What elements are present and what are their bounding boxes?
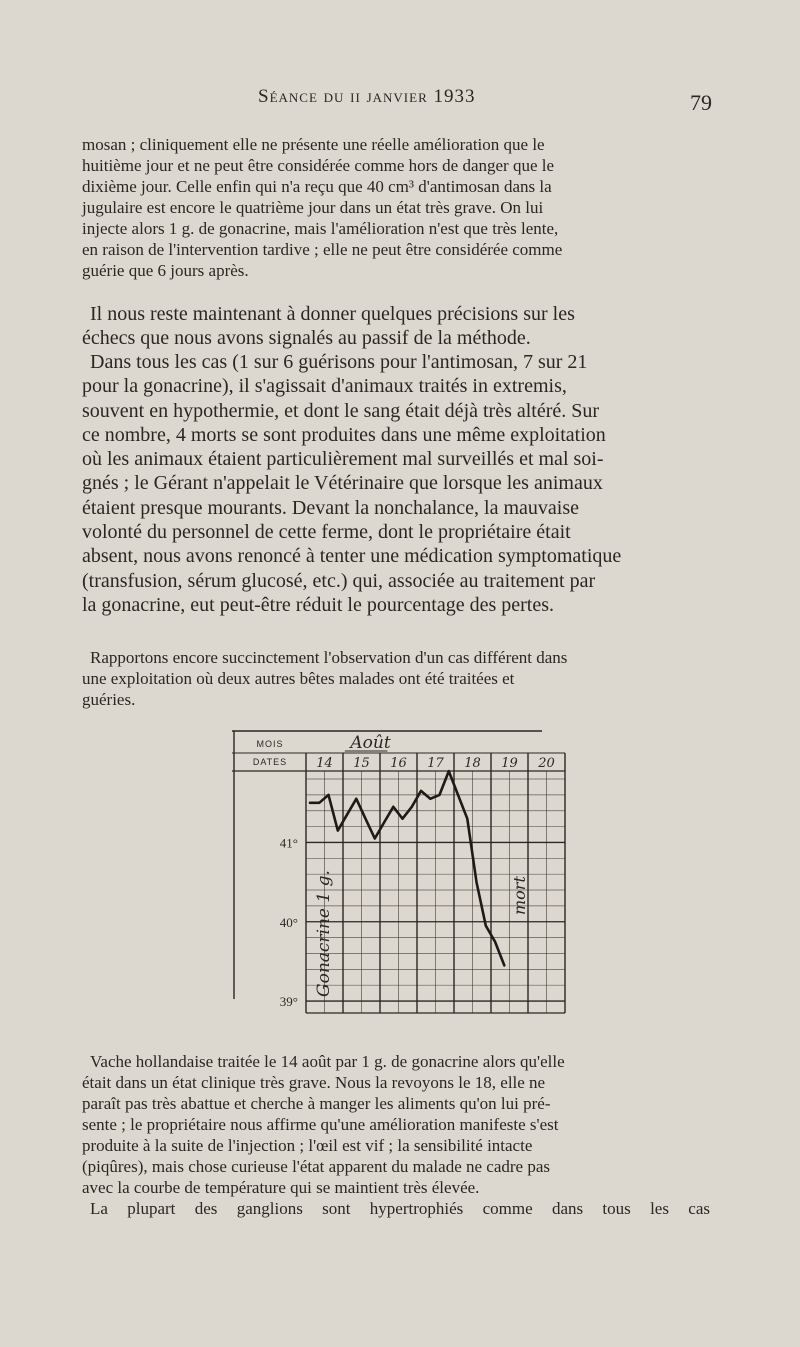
temperature-chart-svg: [230, 727, 555, 1017]
text-line: échecs que nous avons signalés au passif de la méthode.: [82, 327, 531, 350]
date-label: 15: [353, 756, 370, 771]
text-line: absent, nous avons renoncé à tenter une médication symptomatique: [82, 545, 622, 568]
text-line: guérie que 6 jours après.: [82, 261, 249, 280]
text-line: Vache hollandaise traitée le 14 août par 1 g. de gonacrine alors qu'elle: [90, 1052, 565, 1071]
text-line: guéries.: [82, 690, 136, 709]
paragraph-1: [82, 134, 710, 281]
month-label: Août: [350, 733, 391, 753]
text-line: souvent en hypothermie, et dont le sang était déjà très altéré. Sur: [82, 399, 600, 422]
date-label: 20: [538, 756, 555, 771]
temperature-point: [355, 798, 357, 800]
temperature-point: [485, 925, 487, 927]
temperature-point: [346, 814, 348, 816]
paragraph-3: [82, 350, 710, 617]
text-line: pour la gonacrine), il s'agissait d'animaux traités in extremis,: [82, 375, 567, 398]
text-line: une exploitation où deux autres bêtes malades ont été traitées et: [82, 669, 515, 688]
y-tick-label: 40°: [279, 914, 298, 930]
temperature-point: [466, 818, 468, 820]
temperature-point: [402, 818, 404, 820]
text-line: en raison de l'intervention tardive ; elle ne peut être considérée comme: [82, 240, 563, 259]
text-line: était dans un état clinique très grave. Nous la revoyons le 18, elle ne: [82, 1073, 546, 1092]
date-label: 16: [390, 756, 407, 771]
text-line: mosan ; cliniquement elle ne présente une réelle amélioration que le: [82, 135, 545, 154]
temperature-point: [457, 794, 459, 796]
outcome-annotation: mort: [510, 876, 530, 915]
y-tick-label: 41°: [279, 835, 298, 851]
text-line: la gonacrine, eut peut-être réduit le pourcentage des pertes.: [82, 593, 555, 616]
row-label-dates: DATES: [252, 757, 288, 767]
date-label: 17: [427, 756, 444, 771]
temperature-point: [503, 964, 505, 966]
temperature-point: [383, 822, 385, 824]
text-line: (piqûres), mais chose curieuse l'état apparent du malade ne cadre pas: [82, 1157, 550, 1176]
text-line: où les animaux étaient particulièrement mal surveillés et mal soi-: [82, 448, 604, 471]
text-line: sente ; le propriétaire nous affirme qu'une amélioration manifeste s'est: [82, 1115, 559, 1134]
paragraph-5: [82, 1051, 710, 1198]
date-label: 18: [464, 756, 481, 771]
text-line: volonté du personnel de cette ferme, dont le propriétaire était: [82, 521, 571, 544]
temperature-point: [309, 802, 311, 804]
text-line: paraît pas très abattue et cherche à manger les aliments qu'on lui pré-: [82, 1094, 551, 1113]
temperature-point: [448, 770, 450, 772]
temperature-point: [420, 790, 422, 792]
temperature-point: [429, 798, 431, 800]
temperature-point: [365, 818, 367, 820]
temperature-point: [476, 881, 478, 883]
temperature-point: [337, 830, 339, 832]
text-line: injecte alors 1 g. de gonacrine, mais l'amélioration n'est que très lente,: [82, 219, 559, 238]
text-line: produite à la suite de l'injection ; l'œil est vif ; la sensibilité intacte: [82, 1136, 533, 1155]
running-title: Séance du ii janvier 1933: [258, 86, 476, 107]
temperature-point: [318, 802, 320, 804]
text-line: Il nous reste maintenant à donner quelques précisions sur les: [90, 303, 575, 325]
text-line: dixième jour. Celle enfin qui n'a reçu que 40 cm³ d'antimosan dans la: [82, 177, 552, 196]
running-head: [0, 86, 800, 116]
text-line: La plupart des ganglions sont hypertrophiés comme dans tous les cas: [90, 1199, 710, 1218]
page-number: 79: [690, 90, 712, 115]
text-line: Rapportons encore succinctement l'observation d'un cas différent dans: [90, 648, 568, 667]
date-label: 14: [316, 756, 333, 771]
temperature-point: [494, 941, 496, 943]
text-line: avec la courbe de température qui se maintient très élevée.: [82, 1178, 480, 1197]
text-line: gnés ; le Gérant n'appelait le Vétérinaire que lorsque les animaux: [82, 472, 603, 495]
temperature-point: [392, 806, 394, 808]
treatment-annotation: Gonacrine 1 g.: [313, 870, 334, 997]
text-line: étaient presque mourants. Devant la nonchalance, la mauvaise: [82, 496, 580, 519]
paragraph-6: [82, 1198, 710, 1219]
paragraph-2: [82, 302, 710, 351]
temperature-line: [310, 771, 504, 965]
text-line: (transfusion, sérum glucosé, etc.) qui, associée au traitement par: [82, 569, 596, 592]
temperature-point: [439, 794, 441, 796]
y-tick-label: 39°: [279, 994, 298, 1010]
temperature-chart: [230, 727, 555, 1017]
text-line: Dans tous les cas (1 sur 6 guérisons pour l'antimosan, 7 sur 21: [90, 351, 588, 373]
temperature-point: [328, 794, 330, 796]
temperature-point: [374, 838, 376, 840]
row-label-month: MOIS: [256, 739, 284, 749]
paragraph-4: [82, 647, 710, 710]
text-line: jugulaire est encore le quatrième jour dans un état très grave. On lui: [82, 198, 544, 217]
temperature-point: [411, 806, 413, 808]
date-label: 19: [501, 756, 518, 771]
text-line: ce nombre, 4 morts se sont produites dans une même exploitation: [82, 423, 606, 446]
text-line: huitième jour et ne peut être considérée comme hors de danger que le: [82, 156, 555, 175]
